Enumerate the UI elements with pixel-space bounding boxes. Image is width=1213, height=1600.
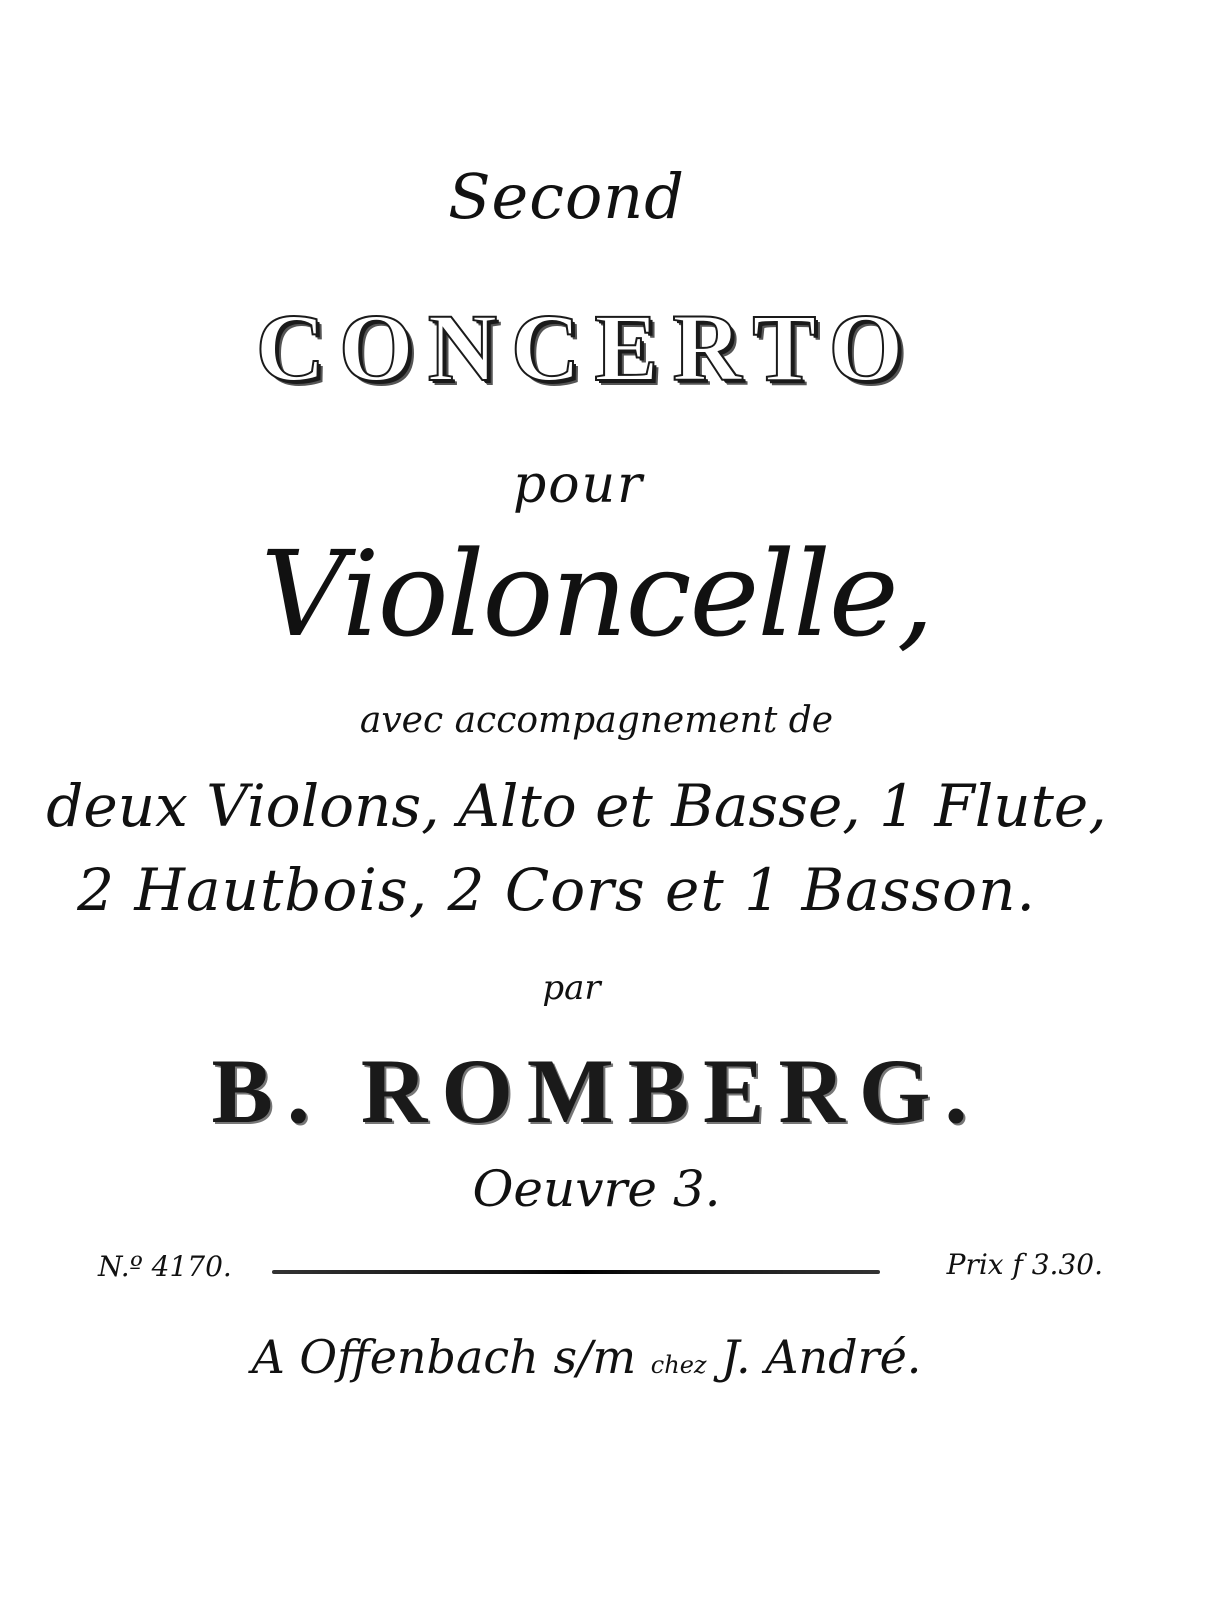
publisher-place: A Offenbach s/m (251, 1330, 637, 1384)
publisher-imprint (0, 1330, 1193, 1384)
concerto-heading: CONCERTO (255, 294, 918, 401)
price: Prix f 3.30. (946, 1248, 1103, 1281)
accompaniment-intro: avec accompagnement de (359, 700, 834, 741)
opus-number: Oeuvre 3. (472, 1160, 721, 1218)
ornamental-rule (272, 1270, 880, 1274)
plate-number: N.º 4170. (98, 1250, 232, 1283)
publisher-connector: chez (650, 1351, 707, 1379)
preposition-pour: pour (513, 455, 644, 515)
concerto-ordinal: Second (448, 160, 685, 233)
composer-name: B. ROMBERG. (211, 1040, 982, 1142)
by-par: par (542, 968, 601, 1008)
accompaniment-line-1: deux Violons, Alto et Basse, 1 Flute, (46, 772, 1107, 840)
instrument-title: Violoncelle, (260, 525, 933, 663)
accompaniment-line-2: 2 Hautbois, 2 Cors et 1 Basson. (77, 856, 1036, 924)
publisher-name: J. André. (721, 1330, 922, 1384)
